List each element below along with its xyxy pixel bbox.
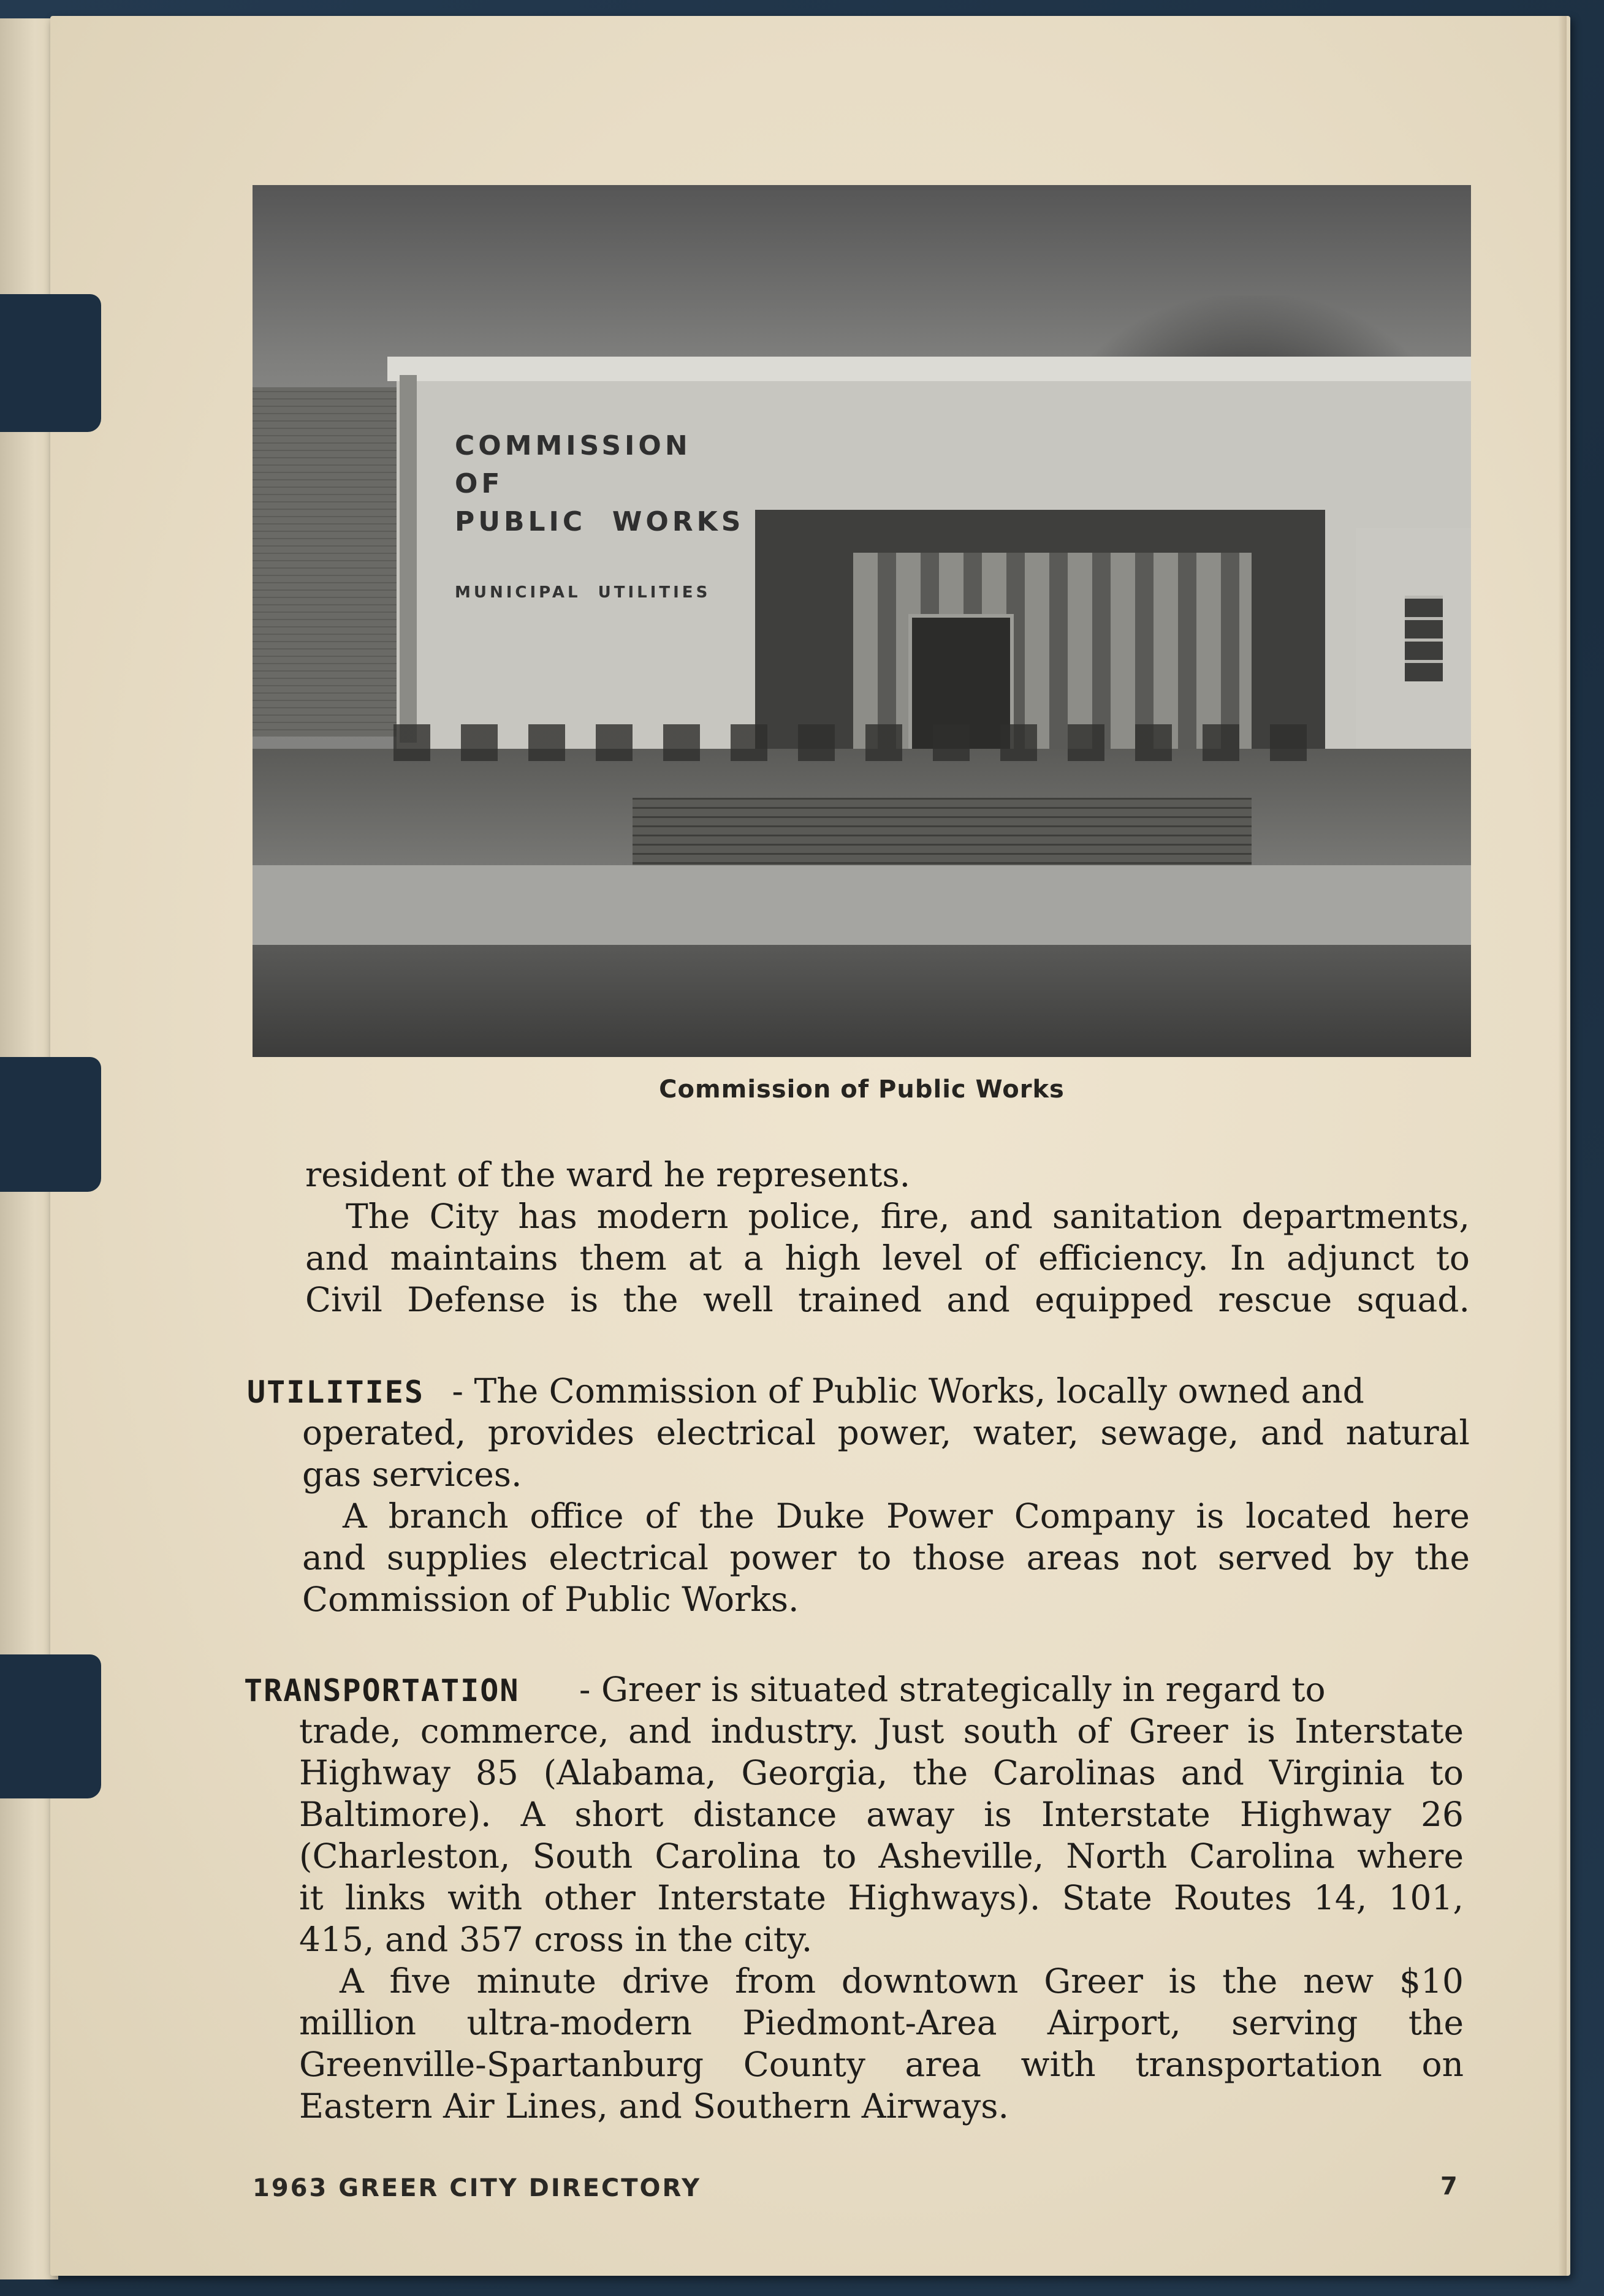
- text-line: and maintains them at a high level of efficiency. In adjunct to: [305, 1238, 1470, 1278]
- text-line: Highway 85 (Alabama, Georgia, the Carolinas and Virginia to: [299, 1753, 1464, 1792]
- text-line: operated, provides electrical power, water, sewage, and natural: [302, 1413, 1470, 1452]
- photo-sidewalk: [253, 865, 1471, 945]
- text-line: A five minute drive from downtown Greer is the new $10: [340, 1961, 1464, 2001]
- utilities-section: [247, 1370, 1470, 1413]
- photo-road: [253, 945, 1471, 1057]
- transportation-body: [299, 1710, 1464, 2127]
- sign-line: COMMISSION: [455, 430, 691, 461]
- transportation-section: [244, 1669, 1467, 1711]
- building-photograph: [253, 185, 1471, 1057]
- transportation-first-line: [244, 1669, 1467, 1711]
- photo-brick-planter: [633, 798, 1252, 871]
- text-line: Commission of Public Works.: [302, 1580, 799, 1619]
- text-line: - The Commission of Public Works, locally owned and: [452, 1371, 1364, 1411]
- page-number: 7: [1440, 2172, 1458, 2200]
- intro-section: [305, 1154, 1470, 1320]
- photo-shrubs: [393, 724, 1325, 761]
- text-line: resident of the ward he represents.: [305, 1155, 911, 1194]
- text-line: it links with other Interstate Highways). State Routes 14, 101,: [299, 1878, 1464, 1917]
- building-sign: [455, 427, 744, 541]
- text-line: 415, and 357 cross in the city.: [299, 1920, 813, 1959]
- section-heading: UTILITIES: [247, 1374, 424, 1410]
- text-line: Eastern Air Lines, and Southern Airways.: [299, 2086, 1009, 2126]
- photo-caption: Commission of Public Works: [659, 1075, 1065, 1104]
- text-line: million ultra-modern Piedmont-Area Airport, serving the: [299, 2003, 1464, 2042]
- utilities-body: [302, 1412, 1470, 1620]
- text-line: Greenville-Spartanburg County area with transportation on: [299, 2045, 1464, 2084]
- photo-pilaster: [400, 375, 417, 743]
- text-line: A branch office of the Duke Power Company is located here: [343, 1496, 1470, 1536]
- text-line: and supplies electrical power to those areas not served by the: [302, 1538, 1470, 1577]
- page-edge-shadow: [1558, 16, 1567, 2276]
- sign-line: OF: [455, 468, 504, 499]
- text-line: The City has modern police, fire, and sanitation departments,: [346, 1197, 1470, 1236]
- text-line: (Charleston, South Carolina to Asheville, North Carolina where: [299, 1836, 1464, 1876]
- building-sign-subtitle: MUNICIPAL UTILITIES: [455, 583, 711, 602]
- binding-hole: [0, 294, 101, 432]
- text-line: Civil Defense is the well trained and equipped rescue squad.: [305, 1280, 1470, 1319]
- photo-window: [1405, 596, 1443, 681]
- section-heading: TRANSPORTATION: [244, 1673, 520, 1708]
- text-line: gas services.: [302, 1455, 522, 1494]
- sign-line: PUBLIC WORKS: [455, 506, 745, 537]
- utilities-first-line: [247, 1370, 1470, 1413]
- photo-roofline: [387, 357, 1471, 381]
- text-line: trade, commerce, and industry. Just south of Greer is Interstate: [299, 1711, 1464, 1751]
- footer-title: 1963 GREER CITY DIRECTORY: [253, 2174, 702, 2202]
- photo-building-side: [253, 387, 409, 737]
- text-line: - Greer is situated strategically in regard to: [579, 1670, 1326, 1709]
- text-line: Baltimore). A short distance away is Interstate Highway 26: [299, 1795, 1464, 1834]
- binding-hole: [0, 1654, 101, 1798]
- binding-hole: [0, 1057, 101, 1192]
